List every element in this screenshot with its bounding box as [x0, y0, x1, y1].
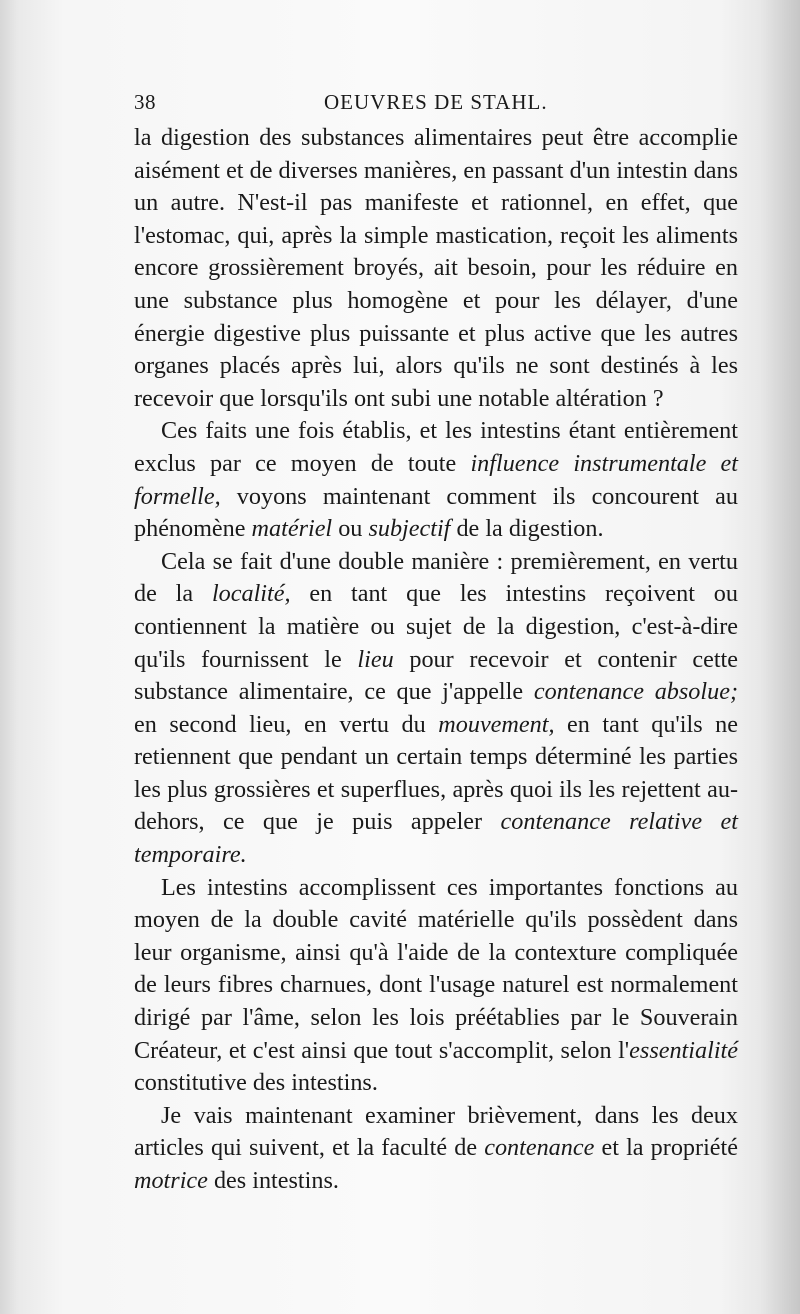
body-text — [134, 122, 738, 1198]
italic-run: lieu — [357, 645, 394, 673]
text-run: Ces faits une fois établis, et les intestins étant entièrement exclus par ce moyen de toute — [134, 417, 738, 477]
italic-run: essentialité — [629, 1036, 738, 1064]
text-run: en tant qu'ils ne retiennent que pendant un certain temps déterminé les parties les plus grossières et superflues, après quoi ils les rejettent au-dehors, ce que je puis appeler — [134, 710, 739, 836]
italic-run: subjectif — [368, 515, 451, 543]
italic-run: contenance absolue; — [533, 678, 739, 706]
text-run: ou — [332, 515, 369, 543]
text-run: Je vais maintenant examiner brièvement, dans les deux articles qui suivent, et la faculté de — [134, 1101, 738, 1162]
text-run: et la propriété — [594, 1134, 738, 1162]
text-run: des intestins. — [207, 1167, 339, 1194]
text-run: Les intestins accomplissent ces importantes fonctions au moyen de la double cavité matérielle qu'ils possèdent dans leur organisme, ainsi qu'à l'aide de la contexture compliquée de leurs fibres charnues, dont l'usage naturel est normalement dirigé par l'âme, selon les lois préétablies par le Souverain Créateur, et c'est ainsi que tout s'accomplit, selon l' — [134, 873, 738, 1064]
text-run: Cela se fait d'une double manière : premièrement, en vertu de la — [134, 547, 738, 608]
italic-run: matériel — [251, 515, 333, 543]
paragraph — [134, 1100, 738, 1198]
italic-run: influence instrumentale et formelle, — [134, 449, 739, 510]
text-run: constitutive des intestins. — [134, 1069, 378, 1097]
page-edge-shadow-right — [760, 0, 800, 1314]
page-number: 38 — [134, 90, 156, 114]
text-run: voyons maintenant comment ils concourent au phénomène — [134, 482, 738, 543]
paragraph — [134, 872, 738, 1100]
text-run: de la digestion. — [450, 515, 604, 543]
paragraph — [134, 122, 738, 415]
text-run: la digestion des substances alimentaires peut être accomplie aisément et de diverses manières, en passant d'un intestin dans un autre. N'est-il pas manifeste et rationnel, en effet, que l'estomac, qui, après la simple mastication, reçoit les aliments encore grossièrement broyés, ait besoin, pour les réduire en une substance plus homogène et pour les délayer, d'une énergie digestive plus puissante et plus active que les autres organes placés après lui, alors qu'ils ne sont destinés à les recevoir que lorsqu'ils ont subi une notable altération ? — [134, 124, 738, 412]
running-title: OEUVRES DE STAHL. — [324, 90, 548, 114]
book-page — [134, 86, 738, 1198]
italic-run: mouvement, — [438, 710, 555, 738]
page-edge-shadow-left — [0, 0, 18, 1314]
paragraph — [134, 546, 738, 872]
italic-run: motrice — [134, 1167, 208, 1194]
text-run: pour recevoir et contenir cette substance alimentaire, ce que j'appelle — [134, 645, 738, 706]
page-header — [134, 86, 738, 122]
italic-run: contenance relative et temporaire. — [134, 808, 738, 869]
paragraph — [134, 415, 738, 545]
text-run: en second lieu, en vertu du — [134, 710, 439, 738]
italic-run: localité, — [211, 580, 291, 608]
text-run: en tant que les intestins reçoivent ou contiennent la matière ou sujet de la digestion, c'est-à-dire qu'ils fournissent le — [134, 580, 738, 673]
italic-run: contenance — [484, 1134, 595, 1162]
